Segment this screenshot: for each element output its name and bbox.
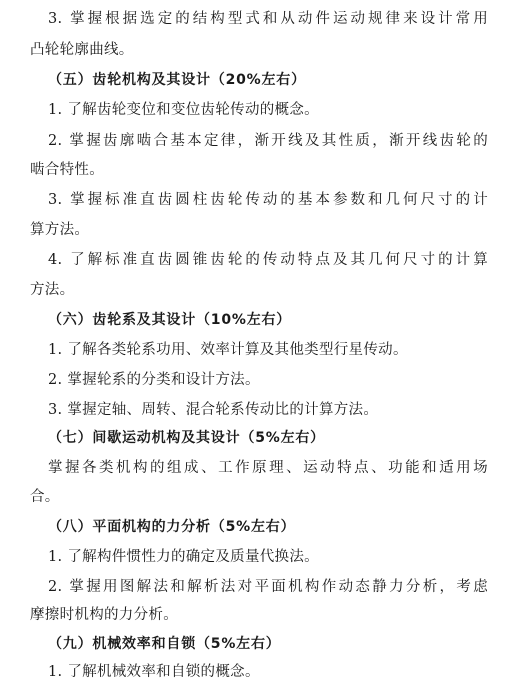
paragraph-line-17: 合。	[30, 489, 60, 505]
paragraph-line-20: 2. 掌握用图解法和解析法对平面机构作动态静力分析，考虑	[48, 579, 488, 595]
section-heading-6: （六）齿轮系及其设计（10%左右）	[48, 312, 292, 328]
section-heading-5: （五）齿轮机构及其设计（20%左右）	[48, 72, 306, 88]
paragraph-line-4: 1. 了解齿轮变位和变位齿轮传动的概念。	[48, 102, 319, 118]
paragraph-line-8: 算方法。	[30, 222, 90, 238]
paragraph-line-13: 2. 掌握轮系的分类和设计方法。	[48, 372, 260, 388]
paragraph-line-23: 1. 了解机械效率和自锁的概念。	[48, 664, 260, 680]
paragraph-line-12: 1. 了解各类轮系功用、效率计算及其他类型行星传动。	[48, 342, 408, 358]
section-heading-9: （九）机械效率和自锁（5%左右）	[48, 636, 281, 652]
paragraph-line-16: 掌握各类机构的组成、工作原理、运动特点、功能和适用场	[48, 460, 488, 476]
paragraph-line-2: 凸轮轮廓曲线。	[30, 42, 134, 58]
paragraph-line-10: 方法。	[30, 282, 75, 298]
paragraph-line-19: 1. 了解构件惯性力的确定及质量代换法。	[48, 549, 319, 565]
paragraph-line-1: 3. 掌握根据选定的结构型式和从动件运动规律来设计常用	[48, 11, 488, 27]
paragraph-line-9: 4. 了解标准直齿圆锥齿轮的传动特点及其几何尺寸的计算	[48, 252, 488, 268]
paragraph-line-14: 3. 掌握定轴、周转、混合轮系传动比的计算方法。	[48, 402, 379, 418]
paragraph-line-5: 2. 掌握齿廓啮合基本定律，渐开线及其性质，渐开线齿轮的	[48, 133, 488, 149]
paragraph-line-7: 3. 掌握标准直齿圆柱齿轮传动的基本参数和几何尺寸的计	[48, 192, 488, 208]
section-heading-8: （八）平面机构的力分析（5%左右）	[48, 519, 296, 535]
section-heading-7: （七）间歇运动机构及其设计（5%左右）	[48, 430, 325, 446]
paragraph-line-6: 啮合特性。	[30, 162, 104, 178]
paragraph-line-21: 摩擦时机构的力分析。	[30, 607, 178, 623]
